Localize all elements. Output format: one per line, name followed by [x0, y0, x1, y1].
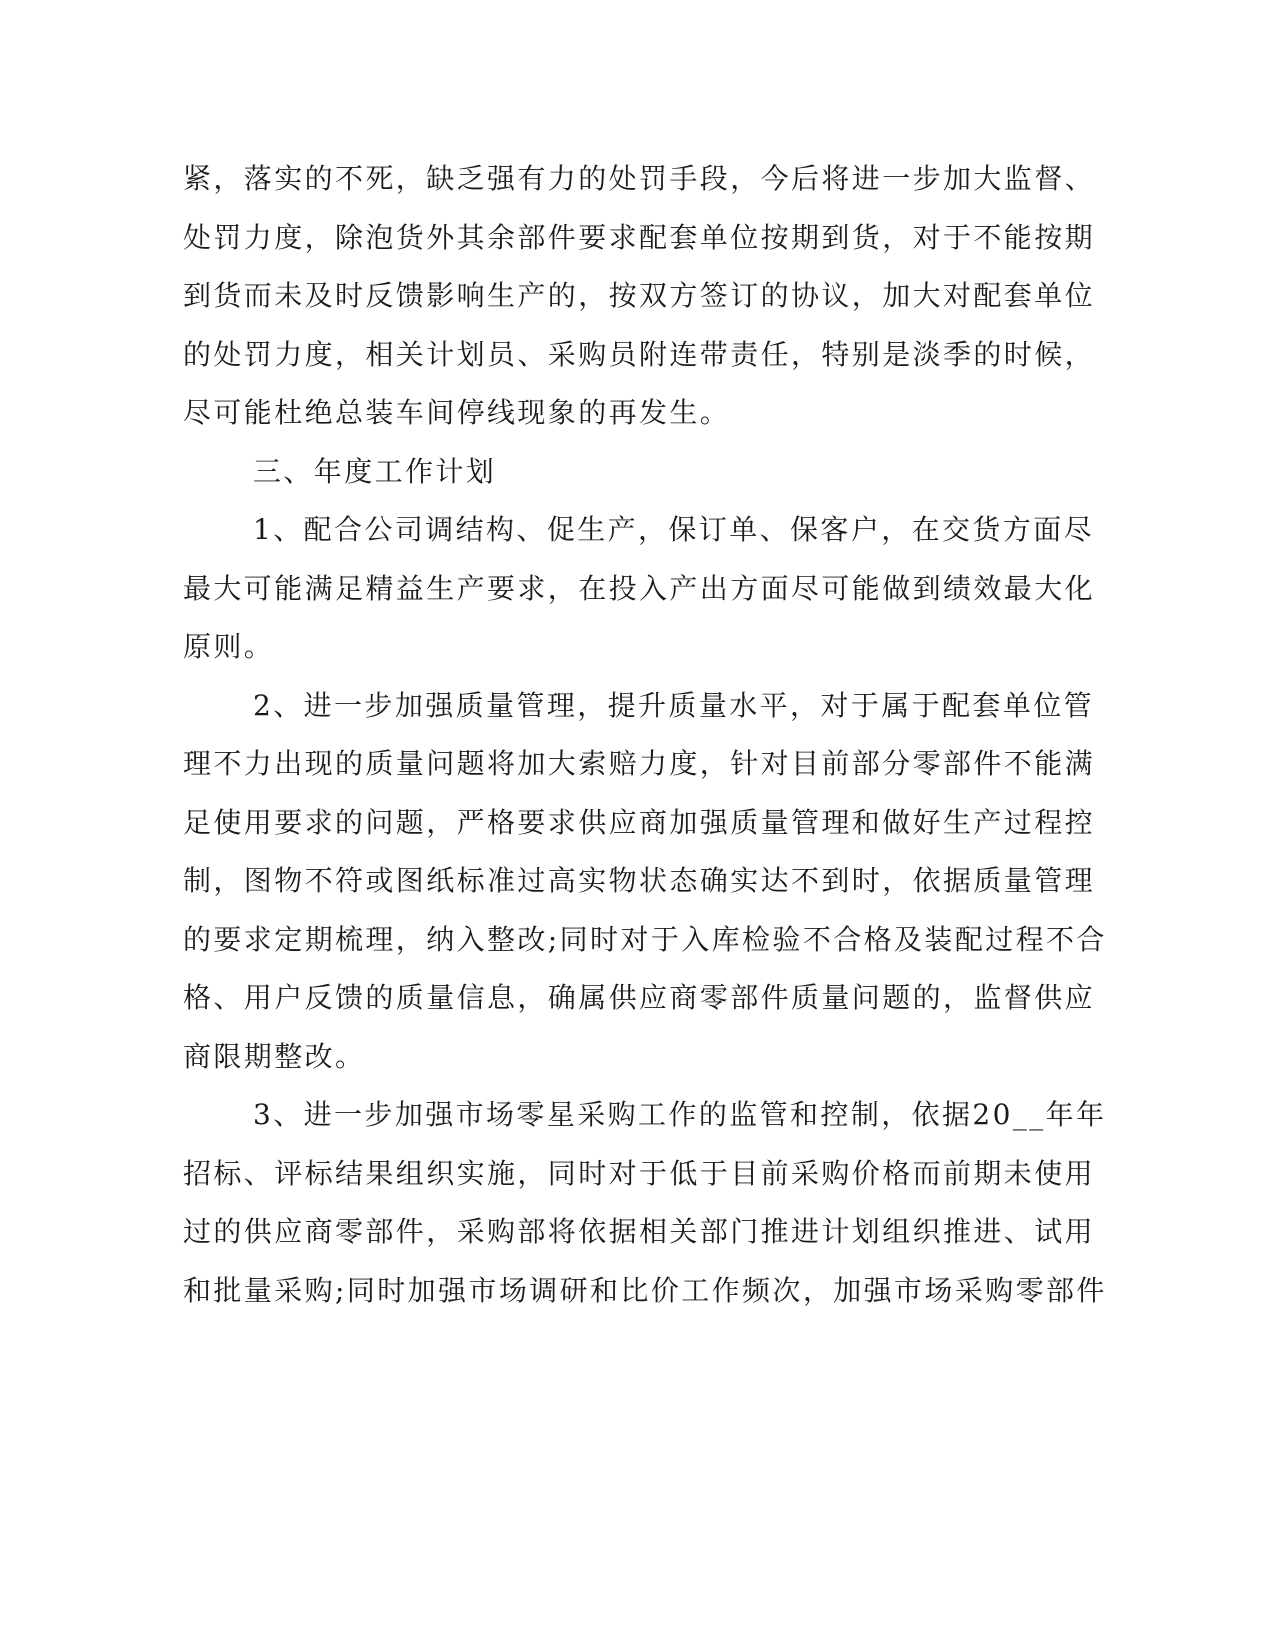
text-line: 足使用要求的问题，严格要求供应商加强质量管理和做好生产过程控 [183, 805, 1096, 839]
text-line: 紧，落实的不死，缺乏强有力的处罚手段，今后将进一步加大监督、 [183, 162, 1096, 195]
text-line: 处罚力度，除泡货外其余部件要求配套单位按期到货，对于不能按期 [183, 220, 1096, 254]
text-line: 到货而未及时反馈影响生产的，按双方签订的协议，加大对配套单位 [183, 279, 1096, 312]
text-line: 理不力出现的质量问题将加大索赔力度，针对目前部分零部件不能满 [183, 747, 1096, 780]
text-line: 尽可能杜绝总装车间停线现象的再发生。 [183, 396, 731, 429]
text-line: 商限期整改。 [183, 1039, 366, 1073]
text-line: 招标、评标结果组织实施，同时对于低于目前采购价格而前期未使用 [183, 1156, 1096, 1190]
paragraph-item-1 [183, 501, 1096, 677]
paragraph-continued [183, 150, 1096, 443]
section-heading [183, 443, 1033, 502]
text-line: 最大可能满足精益生产要求，在投入产出方面尽可能做到绩效最大化 [183, 571, 1096, 605]
text-line: 和批量采购;同时加强市场调研和比价工作频次，加强市场采购零部件 [183, 1273, 1107, 1307]
document-body [183, 150, 1107, 1320]
text-line: 格、用户反馈的质量信息，确属供应商零部件质量问题的，监督供应 [183, 981, 1096, 1014]
paragraph-item-2 [183, 677, 1107, 1087]
text-line: 制，图物不符或图纸标准过高实物状态确实达不到时，依据质量管理 [183, 864, 1096, 897]
text-line: 3、进一步加强市场零星采购工作的监管和控制，依据20__年年 [253, 1098, 1107, 1131]
text-line: 原则。 [183, 630, 275, 663]
text-line: 1、配合公司调结构、促生产，保订单、保客户，在交货方面尽 [253, 513, 1095, 546]
heading-line: 三、年度工作计划 [253, 454, 497, 488]
paragraph-item-3 [183, 1086, 1107, 1320]
text-line: 过的供应商零部件，采购部将依据相关部门推进计划组织推进、试用 [183, 1215, 1096, 1248]
text-line: 2、进一步加强质量管理，提升质量水平，对于属于配套单位管 [253, 688, 1095, 722]
text-line: 的要求定期梳理，纳入整改;同时对于入库检验不合格及装配过程不合 [183, 922, 1107, 956]
text-line: 的处罚力度，相关计划员、采购员附连带责任，特别是淡季的时候， [183, 337, 1096, 371]
